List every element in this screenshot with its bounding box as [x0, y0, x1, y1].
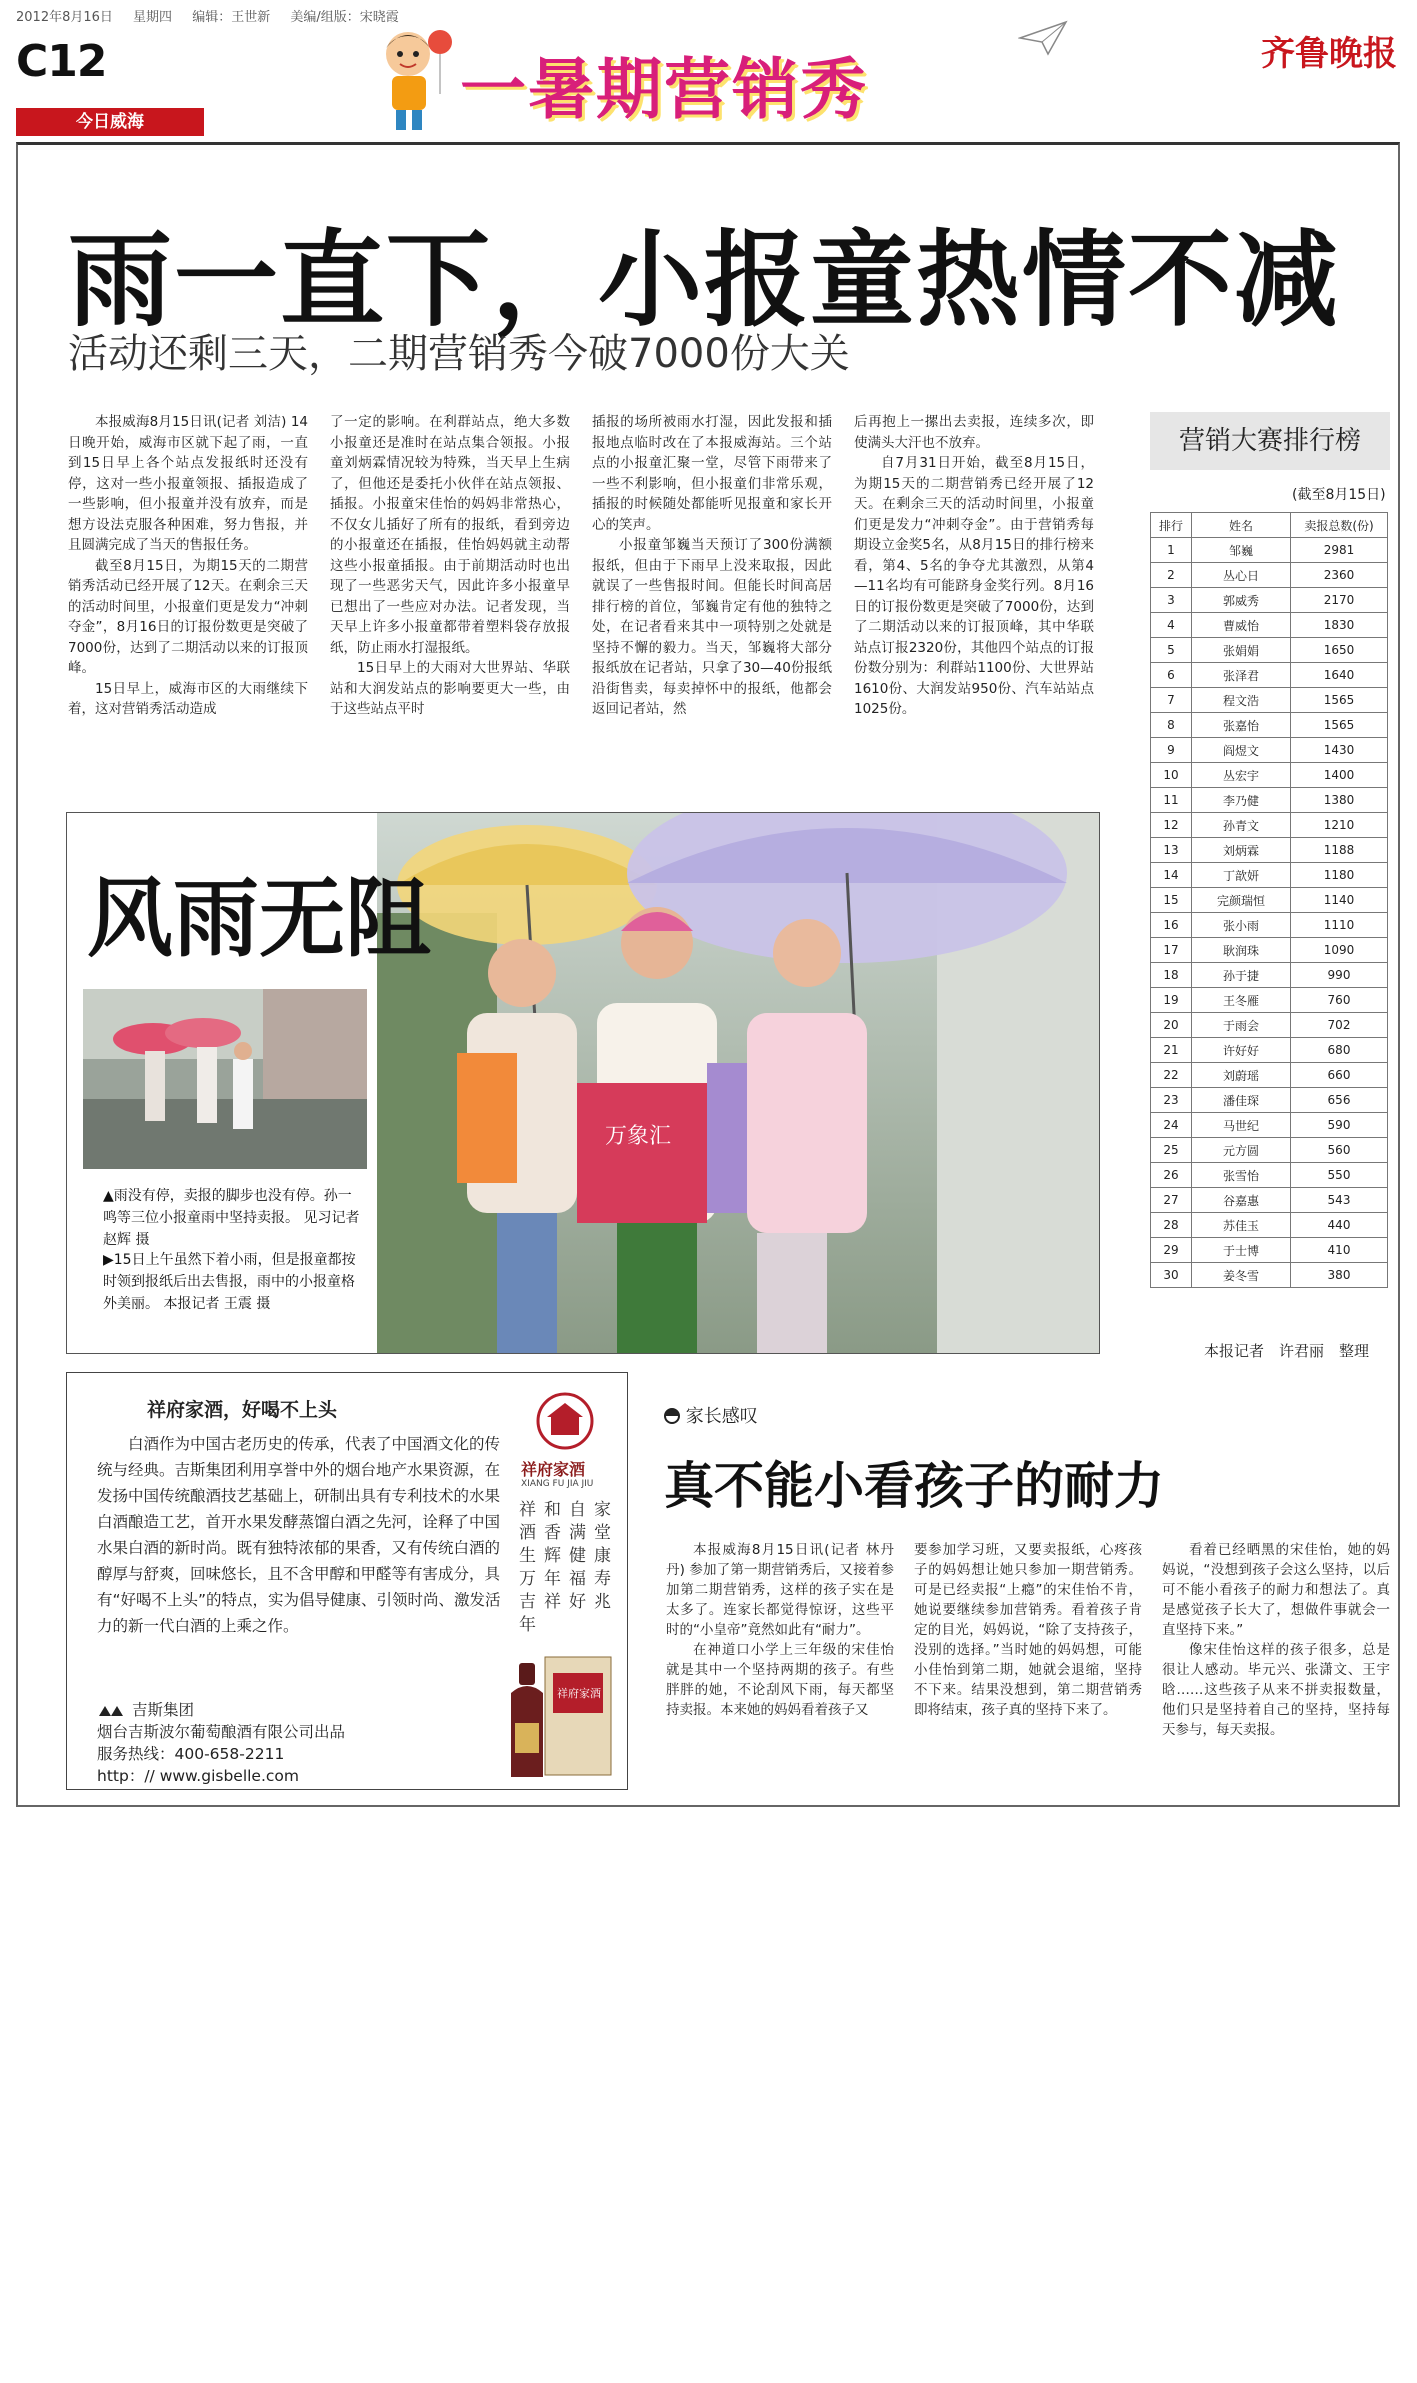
ad-poem: 祥和自家酒香满堂生辉健康万年福寿吉祥好兆年	[519, 1500, 619, 1635]
header-meta	[16, 6, 415, 25]
ranking-count: 380	[1291, 1263, 1388, 1288]
ranking-table-body	[1151, 538, 1388, 1288]
article-paragraph: 截至8月15日，为期15天的二期营销秀活动已经开展了12天。在剩余三天的活动时间里，小报童们更是发力“冲刺夺金”，8月16日的订报份数更是突破了7000份，达到了二期活动以来的订报顶峰。	[68, 557, 308, 676]
ranking-header-cell: 姓名	[1192, 513, 1291, 538]
article-paragraph: 了一定的影响。在利群站点，绝大多数小报童还是准时在站点集合领报。小报童刘炳霖情况较为特殊，当天早上生病了，但他还是委托小伙伴在站点领报、插报。小报童宋佳怡的妈妈非常热心，不仅女儿插好了所有的报纸，看到旁边的小报童还在插报，佳怡妈妈就主动帮这些小报童插报。由于前期活动时也出现了一些恶劣天气，因此许多小报童早已想出了一些应对办法。记者发现，当天早上许多小报童都带着塑料袋存放报纸，防止雨水打湿报纸。	[330, 414, 570, 656]
ranking-row	[1151, 638, 1388, 663]
ranking-row	[1151, 613, 1388, 638]
article-paragraph: 15日早上的大雨对大世界站、华联站和大润发站点的影响要更大一些，由于这些站点平时	[330, 660, 570, 717]
liquor-bottle-box-image	[497, 1653, 615, 1783]
ranking-row	[1151, 1188, 1388, 1213]
ranking-rank: 22	[1151, 1063, 1192, 1088]
ranking-rank: 3	[1151, 588, 1192, 613]
ranking-row	[1151, 1263, 1388, 1288]
ranking-rank: 1	[1151, 538, 1192, 563]
ranking-name: 李乃健	[1192, 788, 1291, 813]
ranking-row	[1151, 1063, 1388, 1088]
ranking-count: 656	[1291, 1088, 1388, 1113]
ranking-rank: 13	[1151, 838, 1192, 863]
ranking-rank: 28	[1151, 1213, 1192, 1238]
ranking-row	[1151, 1213, 1388, 1238]
ranking-rank: 11	[1151, 788, 1192, 813]
ranking-name: 孙青文	[1192, 813, 1291, 838]
article-subheadline: 活动还剩三天，二期营销秀今破7000份大关	[68, 331, 850, 377]
ranking-row	[1151, 563, 1388, 588]
ad-website-link[interactable]: http：// www.gisbelle.com	[97, 1767, 299, 1785]
ranking-name: 阎煜文	[1192, 738, 1291, 763]
ranking-row	[1151, 1163, 1388, 1188]
editor-credit: 编辑：王世新	[192, 10, 271, 25]
ranking-count: 1565	[1291, 688, 1388, 713]
ad-brand: 吉斯集团	[131, 1701, 194, 1719]
ranking-row	[1151, 688, 1388, 713]
rain-street-photo	[83, 989, 367, 1169]
article-paragraph: 小报童邹巍当天预订了300份满额报纸，但由于下雨早上没来取报，因此就误了一些售报时间。但能长时间高居排行榜的首位，邹巍肯定有他的独特之处，在记者看来其中一项特别之处就是坚持不懈的毅力。当天，邹巍将大部分报纸放在记者站，只拿了30—40份报纸沿街售卖，每卖掉怀中的报纸，他都会返回记者站，然	[592, 537, 832, 717]
ranking-name: 元方圆	[1192, 1138, 1291, 1163]
ranking-row	[1151, 938, 1388, 963]
ranking-name: 刘炳霖	[1192, 838, 1291, 863]
ranking-row	[1151, 538, 1388, 563]
ranking-rank: 14	[1151, 863, 1192, 888]
ad-contact-block	[97, 1699, 345, 1787]
ranking-rank: 23	[1151, 1088, 1192, 1113]
cartoon-kids-icon	[370, 14, 460, 134]
ranking-rank: 29	[1151, 1238, 1192, 1263]
ranking-name: 潘佳琛	[1192, 1088, 1291, 1113]
ranking-rank: 7	[1151, 688, 1192, 713]
article-paragraph: 插报的场所被雨水打湿，因此发报和插报地点临时改在了本报威海站。三个站点的小报童汇聚一堂，尽管下雨带来了一些不利影响，但小报童们非常乐观，插报的时候随处都能听见报童和家长开心的笑声。	[592, 414, 832, 533]
ranking-name: 姜冬雪	[1192, 1263, 1291, 1288]
article-column-4	[854, 412, 1094, 720]
story-paragraph: 本报威海8月15日讯(记者 林丹丹) 参加了第一期营销秀后，又接着参加第二期营销秀，这样的孩子实在是太多了。连家长都觉得惊讶，这些平时的“小皇帝”竟然如此有“耐力”。	[666, 1542, 894, 1638]
ranking-name: 丁歆妍	[1192, 863, 1291, 888]
ranking-count: 2170	[1291, 588, 1388, 613]
ad-slogan: 祥府家酒，好喝不上头	[147, 1399, 338, 1421]
ranking-count: 680	[1291, 1038, 1388, 1063]
ranking-rank: 15	[1151, 888, 1192, 913]
photo-feature	[66, 812, 1100, 1354]
photo-caption-1: ▲雨没有停，卖报的脚步也没有停。孙一鸣等三位小报童雨中坚持卖报。 见习记者 赵辉 摄	[103, 1188, 360, 1248]
ranking-rank: 18	[1151, 963, 1192, 988]
ranking-row	[1151, 813, 1388, 838]
ranking-row	[1151, 888, 1388, 913]
ranking-count: 1650	[1291, 638, 1388, 663]
ranking-count: 550	[1291, 1163, 1388, 1188]
ranking-row	[1151, 663, 1388, 688]
page-number: C12	[16, 36, 107, 87]
ranking-count: 410	[1291, 1238, 1388, 1263]
ranking-name: 于雨会	[1192, 1013, 1291, 1038]
ranking-name: 耿润珠	[1192, 938, 1291, 963]
ranking-name: 许好好	[1192, 1038, 1291, 1063]
ranking-rank: 8	[1151, 713, 1192, 738]
article-column-1	[68, 412, 308, 720]
liquor-advertisement	[66, 1372, 628, 1790]
ranking-row	[1151, 838, 1388, 863]
photo-caption-2: ▶15日上午虽然下着小雨，但是报童都按时领到报纸后出去售报，雨中的小报童格外美丽。 本报记者 王震 摄	[103, 1252, 356, 1312]
ranking-row	[1151, 1038, 1388, 1063]
ranking-count: 1830	[1291, 613, 1388, 638]
brand-name	[97, 1699, 345, 1721]
ranking-count: 2981	[1291, 538, 1388, 563]
ranking-name: 张雪怡	[1192, 1163, 1291, 1188]
ranking-count: 1400	[1291, 763, 1388, 788]
ranking-count: 660	[1291, 1063, 1388, 1088]
ranking-rank: 30	[1151, 1263, 1192, 1288]
ranking-name: 于士博	[1192, 1238, 1291, 1263]
ranking-count: 1380	[1291, 788, 1388, 813]
ranking-row	[1151, 588, 1388, 613]
ranking-table	[1150, 512, 1388, 1288]
ranking-count: 1565	[1291, 713, 1388, 738]
ranking-row	[1151, 1113, 1388, 1138]
photo-heading: 风雨无阻	[87, 869, 431, 969]
article-paragraph: 自7月31日开始，截至8月15日，为期15天的二期营销秀已经开展了12天。在剩余三天的活动时间里，小报童们更是发力“冲刺夺金”。由于营销秀每期设立金奖5名，从8月15日的排行榜来看，第4、5名的争夺尤其激烈，从第4—11名均有可能跻身金奖行列。8月16日的订报份数更是突破了7000份，达到了二期活动以来的订报顶峰，其中华联站点订报2320份，其他四个站点的订报份数分别为：利群站1100份、大世界站1610份、大润发站950份、汽车站站点1025份。	[854, 455, 1094, 717]
story-column-3	[1162, 1540, 1390, 1740]
ranking-rank: 19	[1151, 988, 1192, 1013]
ranking-name: 丛宏宇	[1192, 763, 1291, 788]
story-paragraph: 看着已经晒黑的宋佳怡，她的妈妈说，“没想到孩子会这么坚持，以后可不能小看孩子的耐力和想法了。真是感觉孩子长大了，想做件事就会一直坚持下来。”	[1162, 1542, 1390, 1638]
ad-logo-text: 祥府家酒	[521, 1460, 586, 1479]
ranking-credit: 本报记者 许君丽 整理	[1204, 1342, 1370, 1360]
ranking-name: 马世纪	[1192, 1113, 1291, 1138]
ranking-rank: 16	[1151, 913, 1192, 938]
ranking-date-note: (截至8月15日)	[1292, 487, 1386, 503]
ranking-count: 440	[1291, 1213, 1388, 1238]
issue-weekday: 星期四	[133, 10, 173, 25]
ranking-row	[1151, 963, 1388, 988]
ranking-rank: 12	[1151, 813, 1192, 838]
ranking-header-cell: 卖报总数(份)	[1291, 513, 1388, 538]
ranking-count: 760	[1291, 988, 1388, 1013]
ranking-rank: 21	[1151, 1038, 1192, 1063]
ranking-name: 张娟娟	[1192, 638, 1291, 663]
ranking-count: 590	[1291, 1113, 1388, 1138]
ranking-rank: 20	[1151, 1013, 1192, 1038]
story-tag-label: 家长感叹	[685, 1406, 758, 1427]
ranking-count: 1180	[1291, 863, 1388, 888]
ranking-header-row	[1151, 513, 1388, 538]
ranking-count: 560	[1291, 1138, 1388, 1163]
ranking-count: 2360	[1291, 563, 1388, 588]
ranking-rank: 4	[1151, 613, 1192, 638]
story-title: 真不能小看孩子的耐力	[664, 1457, 1164, 1515]
ranking-name: 完颜瑞恒	[1192, 888, 1291, 913]
ranking-name: 孙于捷	[1192, 963, 1291, 988]
ranking-row	[1151, 1238, 1388, 1263]
ranking-rank: 27	[1151, 1188, 1192, 1213]
ranking-row	[1151, 763, 1388, 788]
article-paragraph: 本报威海8月15日讯(记者 刘洁) 14日晚开始，威海市区就下起了雨，一直到15日早上各个站点发报纸时还没有停，这对一些小报童领报、插报造成了一些影响，但小报童并没有放弃，而是想方设法克服各种困难，努力售报，并且圆满完成了当天的售报任务。	[68, 414, 308, 553]
ranking-name: 刘蔚瑶	[1192, 1063, 1291, 1088]
ranking-header-cell: 排行	[1151, 513, 1192, 538]
ranking-count: 1640	[1291, 663, 1388, 688]
ranking-count: 990	[1291, 963, 1388, 988]
ranking-rank: 6	[1151, 663, 1192, 688]
story-paragraph: 要参加学习班，又要卖报纸，心疼孩子的妈妈想让她只参加一期营销秀。可是已经卖报“上瘾”的宋佳怡不肯，她说要继续参加营销秀。看着孩子肯定的目光，妈妈说，“除了支持孩子，没别的选择。”当时她的妈妈想，可能小佳怡到第二期，她就会退缩，坚持不下来。结果没想到，第二期营销秀即将结束，孩子真的坚持下来了。	[914, 1542, 1142, 1718]
ranking-name: 苏佳玉	[1192, 1213, 1291, 1238]
ranking-name: 张嘉怡	[1192, 713, 1291, 738]
ad-logo-pinyin: XIANG FU JIA JIU	[521, 1479, 594, 1489]
ranking-rank: 9	[1151, 738, 1192, 763]
ranking-row	[1151, 863, 1388, 888]
ranking-rank: 2	[1151, 563, 1192, 588]
ad-company: 烟台吉斯波尔葡萄酿酒有限公司出品	[97, 1723, 346, 1741]
article-paragraph: 后再抱上一摞出去卖报，连续多次，即使满头大汗也不放弃。	[854, 414, 1094, 451]
ranking-name: 张小雨	[1192, 913, 1291, 938]
story-paragraph: 在神道口小学上三年级的宋佳怡就是其中一个坚持两期的孩子。有些胖胖的她，不论刮风下雨，每天都坚持卖报。本来她的妈妈看着孩子又	[666, 1642, 894, 1718]
ranking-rank: 17	[1151, 938, 1192, 963]
ranking-name: 郭威秀	[1192, 588, 1291, 613]
ranking-row	[1151, 988, 1388, 1013]
ad-hotline: 服务热线：400-658-2211	[97, 1745, 285, 1763]
ranking-title: 营销大赛排行榜	[1150, 412, 1390, 470]
ranking-rank: 25	[1151, 1138, 1192, 1163]
masthead-logo: 齐鲁晚报	[1261, 34, 1397, 74]
ranking-count: 1110	[1291, 913, 1388, 938]
ranking-name: 程文浩	[1192, 688, 1291, 713]
ranking-row	[1151, 738, 1388, 763]
ranking-count: 1140	[1291, 888, 1388, 913]
article-paragraph: 15日早上，威海市区的大雨继续下着，这对营销秀活动造成	[68, 680, 308, 717]
ranking-count: 1090	[1291, 938, 1388, 963]
shopping-bag-text: 万象汇	[605, 1124, 672, 1149]
ranking-name: 邹巍	[1192, 538, 1291, 563]
ranking-count: 1430	[1291, 738, 1388, 763]
ranking-count: 1210	[1291, 813, 1388, 838]
ranking-row	[1151, 1138, 1388, 1163]
jisi-logo-icon	[97, 1704, 127, 1718]
story-column-1	[666, 1540, 894, 1720]
ranking-row	[1151, 913, 1388, 938]
kids-with-umbrellas-photo	[377, 813, 1100, 1354]
article-headline: 雨一直下，小报童热情不减	[68, 219, 1341, 341]
ranking-count: 702	[1291, 1013, 1388, 1038]
ranking-row	[1151, 1088, 1388, 1113]
liquor-logo-emblem	[535, 1391, 595, 1451]
ranking-row	[1151, 788, 1388, 813]
ranking-name: 曹威怡	[1192, 613, 1291, 638]
ranking-rank: 5	[1151, 638, 1192, 663]
banner-title: 一暑期营销秀	[460, 51, 868, 128]
ranking-row	[1151, 1013, 1388, 1038]
ranking-count: 1188	[1291, 838, 1388, 863]
issue-date: 2012年8月16日	[16, 10, 113, 25]
ranking-row	[1151, 713, 1388, 738]
story-tag	[664, 1402, 758, 1428]
ranking-count: 543	[1291, 1188, 1388, 1213]
paper-plane-icon	[1018, 20, 1068, 56]
article-column-3	[592, 412, 832, 720]
section-label: 今日威海	[16, 108, 204, 136]
ranking-rank: 26	[1151, 1163, 1192, 1188]
story-paragraph: 像宋佳怡这样的孩子很多，总是很让人感动。毕元兴、张潇文、王宇晗……这些孩子从来不拼卖报数量，他们只是坚持着自己的坚持，坚持每天参与，每天卖报。	[1162, 1642, 1390, 1738]
bullet-icon	[664, 1408, 680, 1424]
ranking-name: 张泽君	[1192, 663, 1291, 688]
ranking-rank: 24	[1151, 1113, 1192, 1138]
ranking-name: 丛心日	[1192, 563, 1291, 588]
story-column-2	[914, 1540, 1142, 1720]
summer-sales-banner	[370, 14, 1090, 134]
ranking-rank: 10	[1151, 763, 1192, 788]
ranking-name: 谷嘉惠	[1192, 1188, 1291, 1213]
ranking-name: 王冬雁	[1192, 988, 1291, 1013]
ad-body-text: 白酒作为中国古老历史的传承，代表了中国酒文化的传统与经典。吉斯集团利用享誉中外的烟台地产水果资源，在发扬中国传统酿酒技艺基础上，研制出具有专利技术的水果白酒酿造工艺，首开水果发酵蒸馏白酒之先河，诠释了中国水果白酒的新时尚。既有独特浓郁的果香，又有传统白酒的醇厚与舒爽，回味悠长，且不含甲醇和甲醛等有害成分，具有“好喝不上头”的特点，实为倡导健康、引领时尚、激发活力的新一代白酒的上乘之作。	[97, 1435, 501, 1635]
box-label: 祥府家酒	[557, 1687, 601, 1700]
article-column-2	[330, 412, 570, 720]
designer-credit: 美编/组版：宋晓霞	[290, 10, 399, 25]
